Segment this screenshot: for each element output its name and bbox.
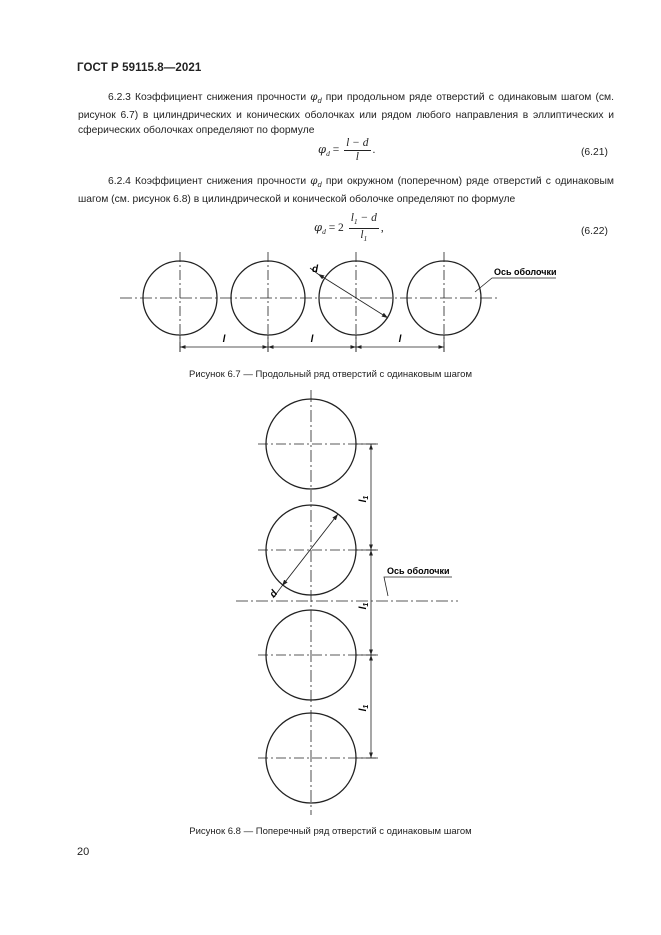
formula-numerator: l − d: [346, 137, 369, 149]
phi-symbol: φ: [310, 175, 318, 187]
axis-label: Ось оболочки: [494, 267, 557, 277]
phi-subscript: d: [317, 180, 322, 189]
diameter-label: d: [267, 588, 281, 600]
formula-equals: =: [329, 144, 340, 157]
axis-label-leader: [384, 577, 452, 596]
pitch-label: l: [398, 334, 402, 345]
figure-6-8-caption: Рисунок 6.8 — Поперечный ряд отверстий с одинаковым шагом: [189, 826, 472, 837]
document-header: ГОСТ Р 59115.8—2021: [77, 62, 202, 74]
formula-denominator: l: [355, 151, 359, 163]
formula-tail: ,: [380, 222, 384, 235]
formula-tail: .: [372, 144, 376, 157]
equation-number-6-21: (6.21): [581, 147, 608, 158]
denominator-l: l: [360, 229, 364, 241]
formula-equals: = 2: [325, 222, 344, 235]
para-623-text-2: при продольном ряде отверстий с одинаковым шагом (см. рисунок 6.7) в цилиндрических и конических оболочках или рядом любого направления в эллиптических и сферических оболочках определяют по формуле: [78, 92, 614, 136]
formula-lhs-symbol: φ: [314, 220, 323, 235]
phi-subscript: d: [317, 96, 322, 105]
pitch-label: l: [222, 334, 226, 345]
formula-lhs-subscript: d: [326, 149, 330, 159]
para-624-text-2: при окружном (поперечном) ряде отверстий с одинаковым шагом (см. рисунок 6.8) в цилиндрической и конической оболочке определяют по формуле: [78, 176, 614, 205]
axis-label: Ось оболочки: [387, 566, 450, 576]
pitch-label: $l_1$: [358, 704, 370, 712]
equation-number-6-22: (6.22): [581, 226, 608, 237]
para-623-text-1: 6.2.3 Коэффициент снижения прочности: [108, 92, 311, 103]
formula-lhs-subscript: d: [322, 227, 326, 237]
figure-6-7-caption: Рисунок 6.7 — Продольный ряд отверстий с одинаковым шагом: [189, 369, 472, 380]
pitch-label: $l_1$: [358, 495, 370, 503]
numerator-rest: − d: [357, 212, 377, 224]
diameter-label: d: [312, 264, 319, 275]
numerator-subscript: 1: [353, 217, 358, 226]
numerator-l: l: [350, 212, 354, 224]
phi-symbol: φ: [310, 91, 318, 103]
para-624-text-1: 6.2.4 Коэффициент снижения прочности: [108, 176, 311, 187]
pitch-label: $l_1$: [358, 602, 370, 610]
pitch-label: l: [310, 334, 314, 345]
denominator-subscript: 1: [363, 234, 368, 243]
page-number: 20: [77, 846, 90, 858]
formula-lhs-symbol: φ: [318, 142, 327, 157]
